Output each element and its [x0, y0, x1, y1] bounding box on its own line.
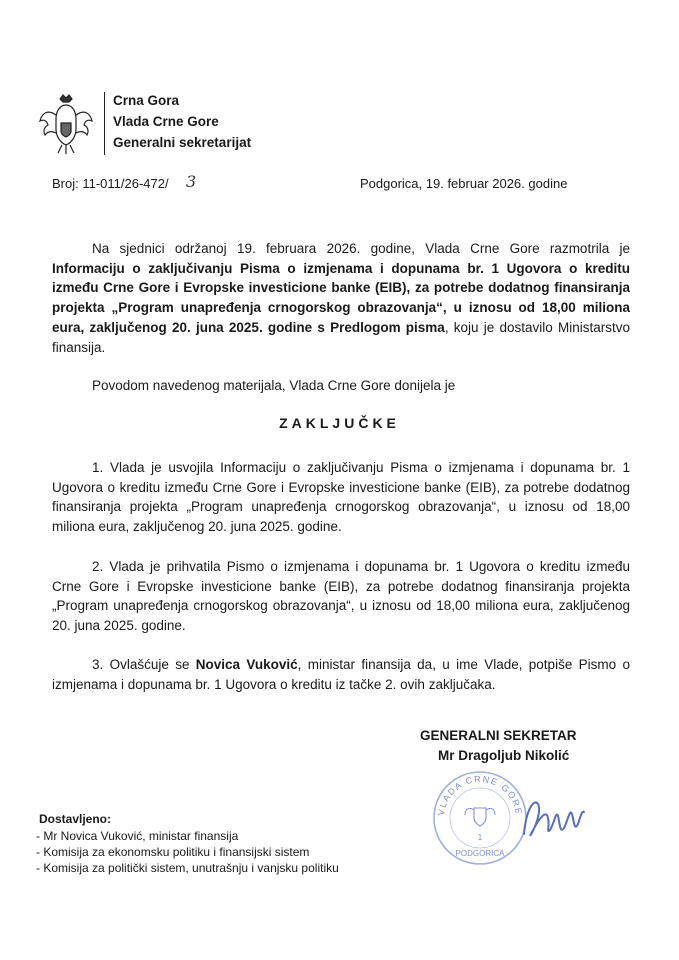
coat-of-arms-icon — [38, 93, 94, 155]
conclusion-3: 3. Ovlašćuje se Novica Vuković, ministar finansija da, u ime Vlade, potpiše Pismo o izmjenama i dopunama br. 1 Ugovora o kreditu iz tačke 2. ovih zaključaka. — [52, 657, 630, 692]
stamp-city: PODGORICA — [455, 849, 505, 858]
conclusions-heading: ZAKLJUČKE — [279, 415, 400, 431]
stamp-text: VLADA CRNE GORE — [435, 773, 525, 817]
reference-handwritten-suffix: 3 — [186, 172, 197, 191]
distribution-item: - Mr Novica Vuković, ministar finansija — [36, 829, 239, 843]
header-secretariat: Generalni sekretarijat — [113, 135, 252, 150]
signatory-name: Mr Dragoljub Nikolić — [438, 748, 570, 763]
distribution-item: - Komisija za politički sistem, unutrašnju i vanjsku politiku — [36, 861, 339, 875]
stamp-number: 1 — [477, 833, 483, 842]
header-divider — [104, 92, 105, 155]
distribution-item: - Komisija za ekonomsku politiku i finansijski sistem — [36, 845, 310, 859]
handwritten-signature — [520, 790, 590, 845]
signatory-title: GENERALNI SEKRETAR — [420, 728, 577, 743]
conclusion-2: 2. Vlada je prihvatila Pismo o izmjenama i dopunama br. 1 Ugovora o kreditu između Crne Gore i Evropske investicione banke (EIB), za potrebe dodatnog finansiranja projekta „Program unapređenja crnogorskog obrazovanja“, u iznosu od 18,00 miliona eura, zaključenog 20. juna 2025. godine. — [52, 559, 630, 634]
reference-number: Broj: 11-011/26-472/ — [52, 176, 169, 191]
conclusion-1: 1. Vlada je usvojila Informaciju o zaključivanju Pisma o izmjenama i dopunama br. 1 Ugovora o kreditu između Crne Gore i Evropske investicione banke (EIB), za potrebe dodatnog finansiranja projekta „Program unapređenja crnogorskog obrazovanja“, u iznosu od 18,00 miliona eura, zaključenog 20. juna 2025. godine. — [52, 460, 630, 535]
header-country: Crna Gora — [113, 93, 180, 108]
intro-paragraph: Na sjednici održanoj 19. februara 2026. godine, Vlada Crne Gore razmotrila je Informaciju o zaključivanju Pisma o izmjenama i dopunama br. 1 Ugovora o kreditu između Crne Gore i Evropske investicione banke (EIB), za potrebe dodatnog finansiranja projekta „Program unapređenja crnogorskog obrazovanja“, u iznosu od 18,00 miliona eura, zaključenog 20. juna 2025. godine s Predlogom pisma, koju je dostavilo Ministarstvo finansija. — [52, 241, 631, 355]
place-and-date: Podgorica, 19. februar 2026. godine — [360, 176, 568, 191]
distribution-title: Dostavljeno: — [39, 812, 112, 826]
official-stamp — [430, 768, 530, 868]
lead-in-paragraph: Povodom navedenog materijala, Vlada Crne Gore donijela je — [92, 378, 456, 393]
header-government: Vlada Crne Gore — [113, 114, 219, 129]
